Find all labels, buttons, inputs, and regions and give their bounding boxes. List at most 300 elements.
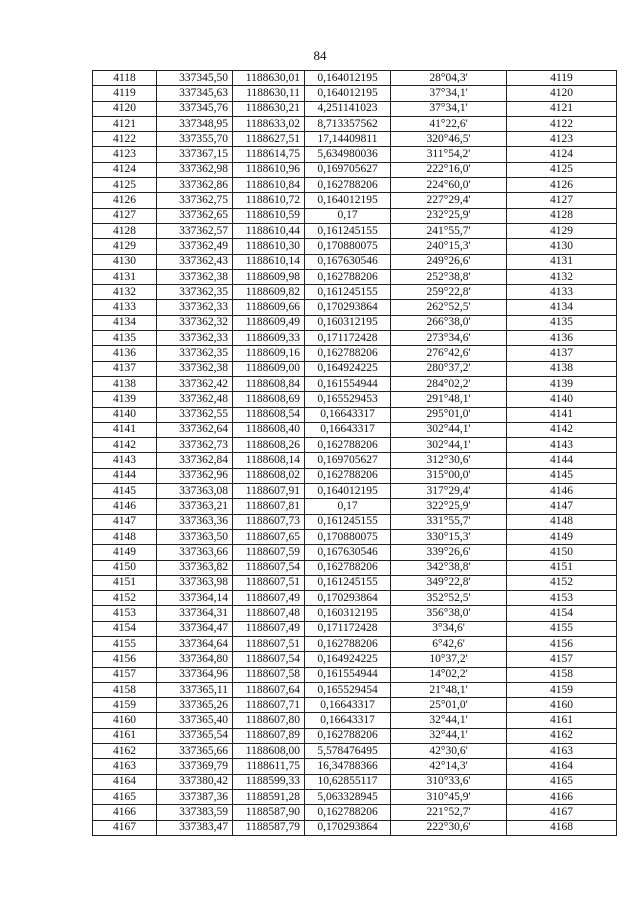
point-number-cell: 4157 (93, 667, 157, 682)
x-coordinate-cell: 337362,55 (157, 407, 233, 422)
x-coordinate-cell: 337362,86 (157, 178, 233, 193)
x-coordinate-cell: 337364,14 (157, 591, 233, 606)
y-coordinate-cell: 1188607,59 (233, 545, 305, 560)
table-row (93, 759, 617, 774)
next-point-number-cell: 4125 (507, 162, 617, 177)
distance-cell: 0,162788206 (305, 269, 391, 284)
y-coordinate-cell: 1188599,33 (233, 774, 305, 789)
table-row (93, 484, 617, 499)
x-coordinate-cell: 337364,31 (157, 606, 233, 621)
next-point-number-cell: 4147 (507, 499, 617, 514)
table-row (93, 698, 617, 713)
y-coordinate-cell: 1188607,48 (233, 606, 305, 621)
x-coordinate-cell: 337363,08 (157, 484, 233, 499)
x-coordinate-cell: 337383,59 (157, 805, 233, 820)
next-point-number-cell: 4161 (507, 713, 617, 728)
table-row (93, 269, 617, 284)
table-row (93, 575, 617, 590)
next-point-number-cell: 4165 (507, 774, 617, 789)
bearing-cell: 224°60,0' (391, 178, 507, 193)
x-coordinate-cell: 337363,98 (157, 575, 233, 590)
next-point-number-cell: 4135 (507, 315, 617, 330)
x-coordinate-cell: 337365,11 (157, 682, 233, 697)
table-row (93, 300, 617, 315)
point-number-cell: 4119 (93, 86, 157, 101)
point-number-cell: 4158 (93, 682, 157, 697)
point-number-cell: 4140 (93, 407, 157, 422)
table-row (93, 162, 617, 177)
y-coordinate-cell: 1188607,51 (233, 575, 305, 590)
distance-cell: 0,162788206 (305, 805, 391, 820)
distance-cell: 0,165529453 (305, 392, 391, 407)
x-coordinate-cell: 337345,76 (157, 101, 233, 116)
bearing-cell: 310°33,6' (391, 774, 507, 789)
bearing-cell: 315°00,0' (391, 468, 507, 483)
point-number-cell: 4124 (93, 162, 157, 177)
y-coordinate-cell: 1188607,65 (233, 529, 305, 544)
distance-cell: 0,169705627 (305, 453, 391, 468)
table-row (93, 223, 617, 238)
x-coordinate-cell: 337348,95 (157, 116, 233, 131)
distance-cell: 0,16643317 (305, 407, 391, 422)
distance-cell: 0,16643317 (305, 422, 391, 437)
distance-cell: 0,161245155 (305, 223, 391, 238)
table-row (93, 453, 617, 468)
distance-cell: 0,161245155 (305, 575, 391, 590)
y-coordinate-cell: 1188607,91 (233, 484, 305, 499)
point-number-cell: 4128 (93, 223, 157, 238)
y-coordinate-cell: 1188630,21 (233, 101, 305, 116)
table-row (93, 254, 617, 269)
x-coordinate-cell: 337355,70 (157, 132, 233, 147)
distance-cell: 0,164924225 (305, 361, 391, 376)
y-coordinate-cell: 1188607,71 (233, 698, 305, 713)
bearing-cell: 284°02,2' (391, 376, 507, 391)
point-number-cell: 4118 (93, 71, 157, 86)
y-coordinate-cell: 1188607,49 (233, 591, 305, 606)
bearing-cell: 262°52,5' (391, 300, 507, 315)
table-row (93, 652, 617, 667)
point-number-cell: 4147 (93, 514, 157, 529)
x-coordinate-cell: 337365,40 (157, 713, 233, 728)
next-point-number-cell: 4121 (507, 101, 617, 116)
y-coordinate-cell: 1188633,02 (233, 116, 305, 131)
next-point-number-cell: 4129 (507, 223, 617, 238)
distance-cell: 0,164012195 (305, 193, 391, 208)
y-coordinate-cell: 1188587,90 (233, 805, 305, 820)
x-coordinate-cell: 337362,65 (157, 208, 233, 223)
point-number-cell: 4137 (93, 361, 157, 376)
next-point-number-cell: 4146 (507, 484, 617, 499)
distance-cell: 0,164012195 (305, 484, 391, 499)
bearing-cell: 266°38,0' (391, 315, 507, 330)
y-coordinate-cell: 1188630,11 (233, 86, 305, 101)
bearing-cell: 42°30,6' (391, 744, 507, 759)
point-number-cell: 4165 (93, 789, 157, 804)
distance-cell: 0,169705627 (305, 162, 391, 177)
bearing-cell: 227°29,4' (391, 193, 507, 208)
x-coordinate-cell: 337363,82 (157, 560, 233, 575)
y-coordinate-cell: 1188609,49 (233, 315, 305, 330)
distance-cell: 0,161245155 (305, 514, 391, 529)
bearing-cell: 232°25,9' (391, 208, 507, 223)
distance-cell: 0,167630546 (305, 545, 391, 560)
point-number-cell: 4123 (93, 147, 157, 162)
y-coordinate-cell: 1188607,54 (233, 652, 305, 667)
point-number-cell: 4167 (93, 820, 157, 835)
x-coordinate-cell: 337362,42 (157, 376, 233, 391)
next-point-number-cell: 4149 (507, 529, 617, 544)
bearing-cell: 310°45,9' (391, 789, 507, 804)
point-number-cell: 4161 (93, 728, 157, 743)
table-row (93, 682, 617, 697)
x-coordinate-cell: 337362,64 (157, 422, 233, 437)
point-number-cell: 4135 (93, 331, 157, 346)
table-row (93, 315, 617, 330)
point-number-cell: 4130 (93, 254, 157, 269)
distance-cell: 0,162788206 (305, 178, 391, 193)
y-coordinate-cell: 1188607,49 (233, 621, 305, 636)
table-row (93, 116, 617, 131)
point-number-cell: 4163 (93, 759, 157, 774)
x-coordinate-cell: 337363,66 (157, 545, 233, 560)
y-coordinate-cell: 1188609,33 (233, 331, 305, 346)
bearing-cell: 295°01,0' (391, 407, 507, 422)
distance-cell: 4,251141023 (305, 101, 391, 116)
x-coordinate-cell: 337364,47 (157, 621, 233, 636)
x-coordinate-cell: 337365,54 (157, 728, 233, 743)
next-point-number-cell: 4156 (507, 636, 617, 651)
next-point-number-cell: 4157 (507, 652, 617, 667)
table-row (93, 667, 617, 682)
coordinates-table-body (93, 71, 617, 836)
point-number-cell: 4149 (93, 545, 157, 560)
y-coordinate-cell: 1188610,72 (233, 193, 305, 208)
y-coordinate-cell: 1188609,00 (233, 361, 305, 376)
bearing-cell: 41°22,6' (391, 116, 507, 131)
next-point-number-cell: 4130 (507, 239, 617, 254)
y-coordinate-cell: 1188627,51 (233, 132, 305, 147)
point-number-cell: 4131 (93, 269, 157, 284)
distance-cell: 0,16643317 (305, 713, 391, 728)
point-number-cell: 4132 (93, 285, 157, 300)
table-row (93, 392, 617, 407)
x-coordinate-cell: 337362,75 (157, 193, 233, 208)
next-point-number-cell: 4131 (507, 254, 617, 269)
distance-cell: 0,170293864 (305, 820, 391, 835)
next-point-number-cell: 4127 (507, 193, 617, 208)
distance-cell: 0,162788206 (305, 346, 391, 361)
point-number-cell: 4120 (93, 101, 157, 116)
distance-cell: 0,171172428 (305, 331, 391, 346)
point-number-cell: 4133 (93, 300, 157, 315)
distance-cell: 0,171172428 (305, 621, 391, 636)
y-coordinate-cell: 1188610,14 (233, 254, 305, 269)
table-row (93, 147, 617, 162)
distance-cell: 0,164924225 (305, 652, 391, 667)
table-row (93, 193, 617, 208)
x-coordinate-cell: 337383,47 (157, 820, 233, 835)
y-coordinate-cell: 1188611,75 (233, 759, 305, 774)
point-number-cell: 4145 (93, 484, 157, 499)
point-number-cell: 4122 (93, 132, 157, 147)
distance-cell: 10,62855117 (305, 774, 391, 789)
bearing-cell: 342°38,8' (391, 560, 507, 575)
table-row (93, 178, 617, 193)
next-point-number-cell: 4145 (507, 468, 617, 483)
point-number-cell: 4154 (93, 621, 157, 636)
y-coordinate-cell: 1188591,28 (233, 789, 305, 804)
x-coordinate-cell: 337362,33 (157, 300, 233, 315)
next-point-number-cell: 4132 (507, 269, 617, 284)
table-row (93, 422, 617, 437)
table-row (93, 774, 617, 789)
bearing-cell: 320°46,5' (391, 132, 507, 147)
next-point-number-cell: 4154 (507, 606, 617, 621)
y-coordinate-cell: 1188610,84 (233, 178, 305, 193)
y-coordinate-cell: 1188609,82 (233, 285, 305, 300)
y-coordinate-cell: 1188607,89 (233, 728, 305, 743)
point-number-cell: 4121 (93, 116, 157, 131)
y-coordinate-cell: 1188607,54 (233, 560, 305, 575)
distance-cell: 0,161554944 (305, 376, 391, 391)
next-point-number-cell: 4144 (507, 453, 617, 468)
x-coordinate-cell: 337367,15 (157, 147, 233, 162)
y-coordinate-cell: 1188610,96 (233, 162, 305, 177)
point-number-cell: 4148 (93, 529, 157, 544)
point-number-cell: 4150 (93, 560, 157, 575)
x-coordinate-cell: 337362,38 (157, 361, 233, 376)
next-point-number-cell: 4138 (507, 361, 617, 376)
y-coordinate-cell: 1188607,81 (233, 499, 305, 514)
x-coordinate-cell: 337362,98 (157, 162, 233, 177)
bearing-cell: 312°30,6' (391, 453, 507, 468)
next-point-number-cell: 4143 (507, 438, 617, 453)
next-point-number-cell: 4150 (507, 545, 617, 560)
point-number-cell: 4136 (93, 346, 157, 361)
table-row (93, 101, 617, 116)
table-row (93, 208, 617, 223)
bearing-cell: 222°30,6' (391, 820, 507, 835)
y-coordinate-cell: 1188609,98 (233, 269, 305, 284)
table-row (93, 805, 617, 820)
next-point-number-cell: 4141 (507, 407, 617, 422)
distance-cell: 5,634980036 (305, 147, 391, 162)
bearing-cell: 221°52,7' (391, 805, 507, 820)
bearing-cell: 273°34,6' (391, 331, 507, 346)
distance-cell: 0,167630546 (305, 254, 391, 269)
coordinates-table (92, 70, 617, 836)
distance-cell: 0,160312195 (305, 315, 391, 330)
next-point-number-cell: 4120 (507, 86, 617, 101)
x-coordinate-cell: 337362,43 (157, 254, 233, 269)
y-coordinate-cell: 1188608,54 (233, 407, 305, 422)
y-coordinate-cell: 1188608,69 (233, 392, 305, 407)
bearing-cell: 10°37,2' (391, 652, 507, 667)
next-point-number-cell: 4151 (507, 560, 617, 575)
distance-cell: 5,578476495 (305, 744, 391, 759)
x-coordinate-cell: 337380,42 (157, 774, 233, 789)
x-coordinate-cell: 337364,80 (157, 652, 233, 667)
bearing-cell: 37°34,1' (391, 101, 507, 116)
bearing-cell: 339°26,6' (391, 545, 507, 560)
bearing-cell: 356°38,0' (391, 606, 507, 621)
bearing-cell: 32°44,1' (391, 713, 507, 728)
bearing-cell: 291°48,1' (391, 392, 507, 407)
y-coordinate-cell: 1188609,66 (233, 300, 305, 315)
y-coordinate-cell: 1188607,58 (233, 667, 305, 682)
point-number-cell: 4162 (93, 744, 157, 759)
point-number-cell: 4156 (93, 652, 157, 667)
point-number-cell: 4141 (93, 422, 157, 437)
y-coordinate-cell: 1188608,02 (233, 468, 305, 483)
point-number-cell: 4126 (93, 193, 157, 208)
distance-cell: 0,160312195 (305, 606, 391, 621)
bearing-cell: 302°44,1' (391, 438, 507, 453)
point-number-cell: 4164 (93, 774, 157, 789)
next-point-number-cell: 4148 (507, 514, 617, 529)
x-coordinate-cell: 337362,38 (157, 269, 233, 284)
next-point-number-cell: 4136 (507, 331, 617, 346)
table-row (93, 820, 617, 835)
bearing-cell: 32°44,1' (391, 728, 507, 743)
point-number-cell: 4139 (93, 392, 157, 407)
x-coordinate-cell: 337362,35 (157, 346, 233, 361)
table-row (93, 636, 617, 651)
x-coordinate-cell: 337365,26 (157, 698, 233, 713)
next-point-number-cell: 4124 (507, 147, 617, 162)
x-coordinate-cell: 337362,49 (157, 239, 233, 254)
table-row (93, 499, 617, 514)
table-row (93, 744, 617, 759)
distance-cell: 0,170880075 (305, 239, 391, 254)
x-coordinate-cell: 337362,57 (157, 223, 233, 238)
table-row (93, 621, 617, 636)
bearing-cell: 6°42,6' (391, 636, 507, 651)
table-row (93, 468, 617, 483)
point-number-cell: 4134 (93, 315, 157, 330)
bearing-cell: 252°38,8' (391, 269, 507, 284)
distance-cell: 0,162788206 (305, 468, 391, 483)
point-number-cell: 4151 (93, 575, 157, 590)
distance-cell: 5,063328945 (305, 789, 391, 804)
table-row (93, 789, 617, 804)
next-point-number-cell: 4119 (507, 71, 617, 86)
next-point-number-cell: 4153 (507, 591, 617, 606)
y-coordinate-cell: 1188630,01 (233, 71, 305, 86)
bearing-cell: 21°48,1' (391, 682, 507, 697)
table-row (93, 438, 617, 453)
point-number-cell: 4160 (93, 713, 157, 728)
next-point-number-cell: 4155 (507, 621, 617, 636)
point-number-cell: 4127 (93, 208, 157, 223)
point-number-cell: 4146 (93, 499, 157, 514)
y-coordinate-cell: 1188607,64 (233, 682, 305, 697)
point-number-cell: 4143 (93, 453, 157, 468)
x-coordinate-cell: 337362,84 (157, 453, 233, 468)
bearing-cell: 349°22,8' (391, 575, 507, 590)
table-row (93, 331, 617, 346)
next-point-number-cell: 4160 (507, 698, 617, 713)
distance-cell: 16,34788366 (305, 759, 391, 774)
point-number-cell: 4138 (93, 376, 157, 391)
point-number-cell: 4142 (93, 438, 157, 453)
table-row (93, 361, 617, 376)
bearing-cell: 311°54,2' (391, 147, 507, 162)
point-number-cell: 4125 (93, 178, 157, 193)
point-number-cell: 4152 (93, 591, 157, 606)
next-point-number-cell: 4158 (507, 667, 617, 682)
bearing-cell: 28°04,3' (391, 71, 507, 86)
x-coordinate-cell: 337362,32 (157, 315, 233, 330)
x-coordinate-cell: 337345,50 (157, 71, 233, 86)
table-row (93, 132, 617, 147)
next-point-number-cell: 4126 (507, 178, 617, 193)
table-row (93, 407, 617, 422)
distance-cell: 0,165529454 (305, 682, 391, 697)
y-coordinate-cell: 1188587,79 (233, 820, 305, 835)
distance-cell: 0,170293864 (305, 591, 391, 606)
distance-cell: 0,161245155 (305, 285, 391, 300)
next-point-number-cell: 4133 (507, 285, 617, 300)
y-coordinate-cell: 1188607,51 (233, 636, 305, 651)
point-number-cell: 4153 (93, 606, 157, 621)
x-coordinate-cell: 337369,79 (157, 759, 233, 774)
table-row (93, 86, 617, 101)
bearing-cell: 241°55,7' (391, 223, 507, 238)
distance-cell: 0,162788206 (305, 560, 391, 575)
bearing-cell: 25°01,0' (391, 698, 507, 713)
bearing-cell: 330°15,3' (391, 529, 507, 544)
y-coordinate-cell: 1188614,75 (233, 147, 305, 162)
next-point-number-cell: 4163 (507, 744, 617, 759)
x-coordinate-cell: 337362,35 (157, 285, 233, 300)
next-point-number-cell: 4152 (507, 575, 617, 590)
x-coordinate-cell: 337345,63 (157, 86, 233, 101)
bearing-cell: 259°22,8' (391, 285, 507, 300)
distance-cell: 8,713357562 (305, 116, 391, 131)
bearing-cell: 276°42,6' (391, 346, 507, 361)
x-coordinate-cell: 337364,96 (157, 667, 233, 682)
next-point-number-cell: 4137 (507, 346, 617, 361)
table-row (93, 529, 617, 544)
next-point-number-cell: 4164 (507, 759, 617, 774)
bearing-cell: 280°37,2' (391, 361, 507, 376)
distance-cell: 17,14409811 (305, 132, 391, 147)
y-coordinate-cell: 1188608,84 (233, 376, 305, 391)
x-coordinate-cell: 337362,48 (157, 392, 233, 407)
next-point-number-cell: 4123 (507, 132, 617, 147)
x-coordinate-cell: 337363,36 (157, 514, 233, 529)
next-point-number-cell: 4128 (507, 208, 617, 223)
bearing-cell: 302°44,1' (391, 422, 507, 437)
next-point-number-cell: 4166 (507, 789, 617, 804)
point-number-cell: 4155 (93, 636, 157, 651)
y-coordinate-cell: 1188610,30 (233, 239, 305, 254)
y-coordinate-cell: 1188610,59 (233, 208, 305, 223)
table-row (93, 376, 617, 391)
table-row (93, 728, 617, 743)
y-coordinate-cell: 1188609,16 (233, 346, 305, 361)
table-row (93, 346, 617, 361)
distance-cell: 0,17 (305, 499, 391, 514)
distance-cell: 0,161554944 (305, 667, 391, 682)
table-row (93, 560, 617, 575)
distance-cell: 0,170293864 (305, 300, 391, 315)
next-point-number-cell: 4139 (507, 376, 617, 391)
bearing-cell: 37°34,1' (391, 86, 507, 101)
next-point-number-cell: 4140 (507, 392, 617, 407)
